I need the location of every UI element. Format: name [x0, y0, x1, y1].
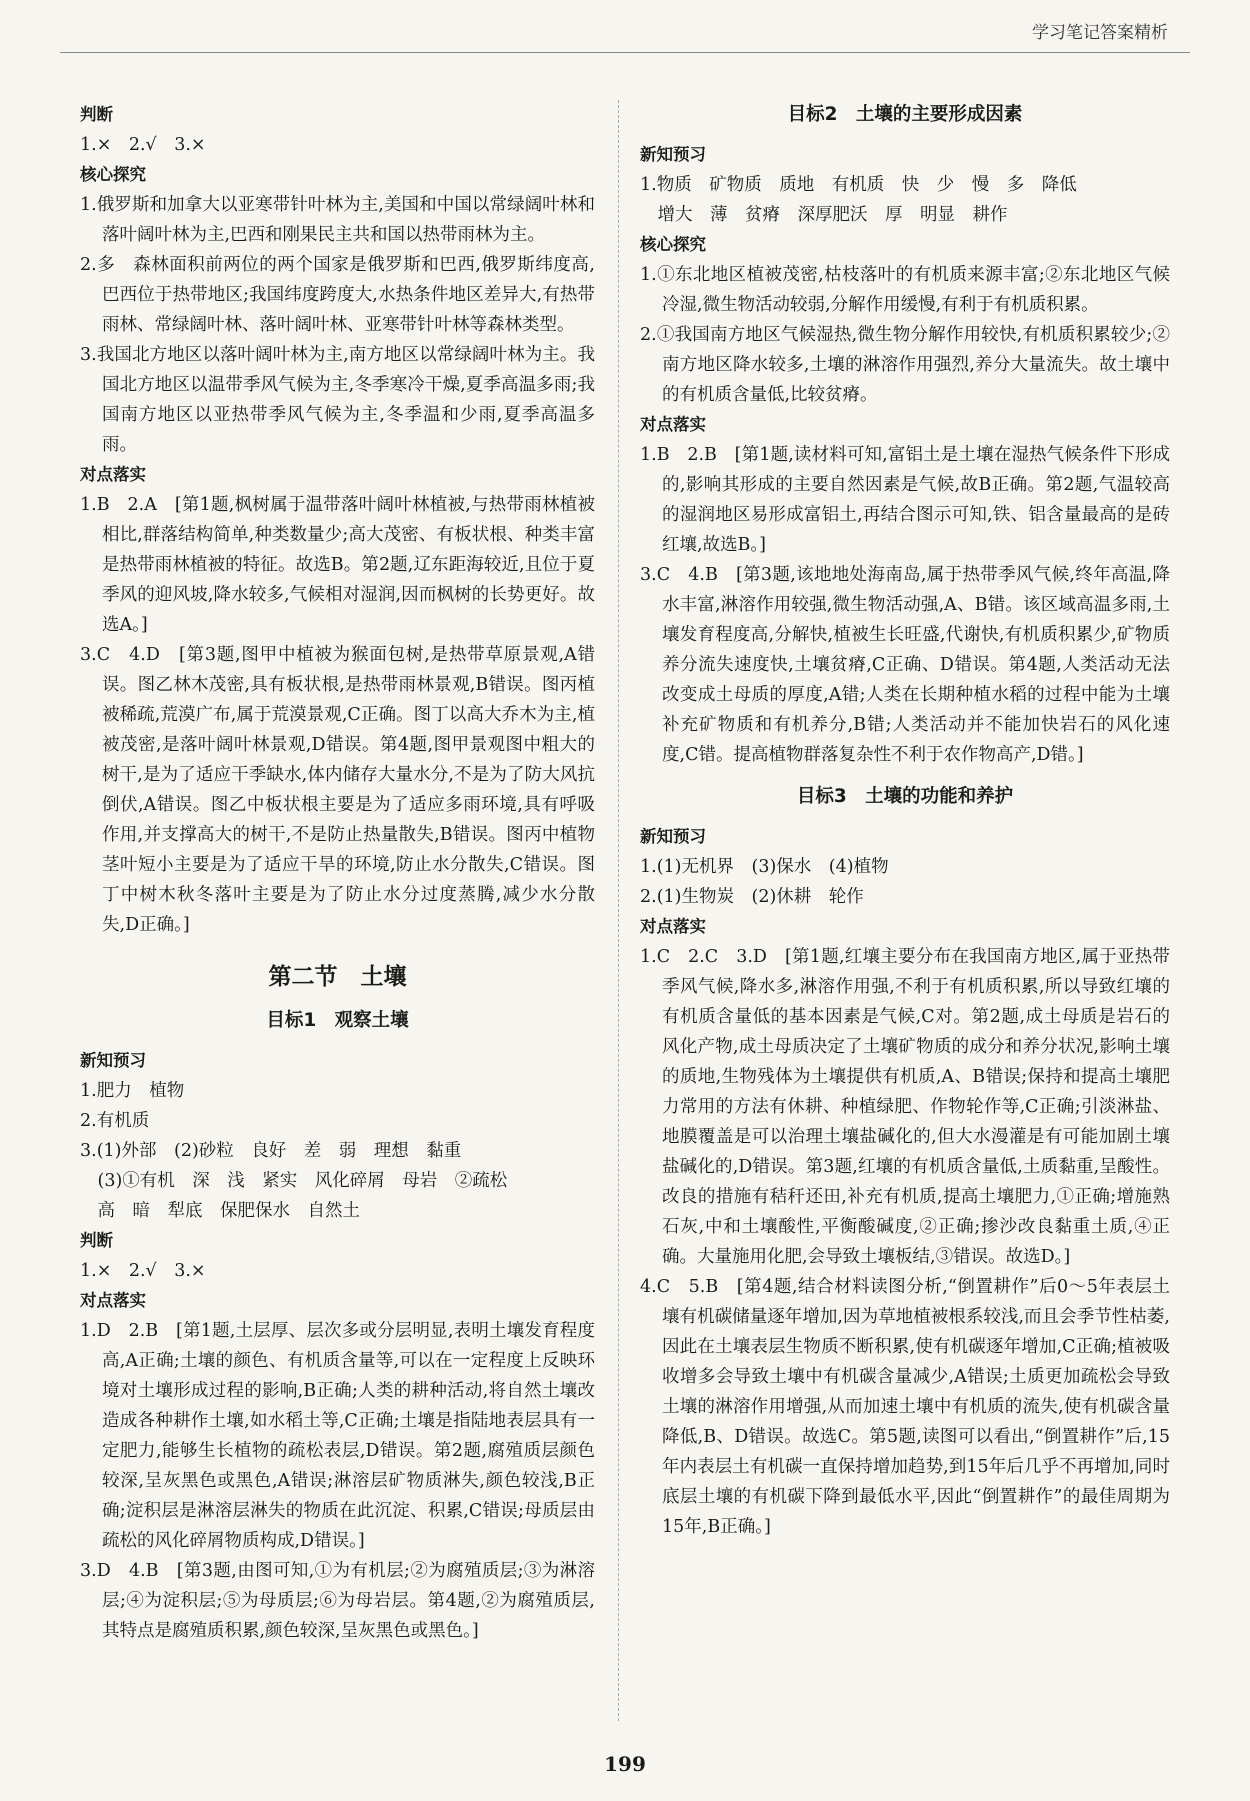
answer-item: 2.①我国南方地区气候湿热,微生物分解作用较快,有机质积累较少;②南方地区降水较多,土壤的淋溶作用强烈,养分大量流失。故土壤中的有机质含量低,比较贫瘠。 — [640, 325, 1170, 405]
answer-item: 1.B 2.B [第1题,读材料可知,富铝土是土壤在湿热气候条件下形成的,影响其形成的主要自然因素是气候,故B正确。第2题,气温较高的湿润地区易形成富铝土,再结合图示可知,铁、铝含量最高的是砖红壤,故选B。] — [640, 445, 1170, 555]
running-header: 学习笔记答案精析 — [1032, 23, 1168, 43]
answer-item: 2.多 森林面积前两位的两个国家是俄罗斯和巴西,俄罗斯纬度高,巴西位于热带地区;我国纬度跨度大,水热条件地区差异大,有热带雨林、常绿阔叶林、落叶阔叶林、亚寒带针叶林等森林类型。 — [80, 255, 595, 335]
preview-line: 增大 薄 贫瘠 深厚肥沃 厚 明显 耕作 — [640, 205, 1008, 225]
practice-heading: 对点落实 — [80, 465, 146, 484]
header-rule — [60, 52, 1190, 53]
preview-line: 1.肥力 植物 — [80, 1081, 185, 1101]
answer-item: 3.C 4.B [第3题,该地地处海南岛,属于热带季风气候,终年高温,降水丰富,淋溶作用较强,微生物活动强,A、B错。该区域高温多雨,土壤发育程度高,分解快,植被生长旺盛,代谢快,有机质积累少,矿物质养分流失速度快,土壤贫瘠,C正确、D错误。第4题,人类活动无法改变成土母质的厚度,A错;人类在长期种植水稻的过程中能为土壤补充矿物质和有机养分,B错;人类活动并不能加快岩石的风化速度,C错。提高植物群落复杂性不利于农作物高产,D错。] — [640, 565, 1170, 765]
practice-heading: 对点落实 — [80, 1291, 146, 1310]
answer-item: 1.俄罗斯和加拿大以亚寒带针叶林为主,美国和中国以常绿阔叶林和落叶阔叶林为主,巴西和刚果民主共和国以热带雨林为主。 — [80, 195, 595, 245]
practice-heading: 对点落实 — [640, 917, 706, 936]
section-title: 第二节 土壤 — [268, 964, 407, 990]
answer-item: 1.B 2.A [第1题,枫树属于温带落叶阔叶林植被,与热带雨林植被相比,群落结构简单,种类数量少;高大茂密、有板状根、种类丰富是热带雨林植被的特征。故选B。第2题,辽东距海较近,且位于夏季风的迎风坡,降水较多,气候相对湿润,因而枫树的长势更好。故选A。] — [80, 495, 595, 635]
target-title: 目标1 观察土壤 — [266, 1010, 409, 1031]
answer-item: 4.C 5.B [第4题,结合材料读图分析,“倒置耕作”后0～5年表层土壤有机碳储量逐年增加,因为草地植被根系较浅,而且会季节性枯萎,因此在土壤表层生物质不断积累,使有机碳逐年增加,C正确;植被吸收增多会导致土壤中有机碳含量减少,A错误;土质更加疏松会导致土壤的淋溶作用增强,从而加速土壤中有机质的流失,使有机碳含量降低,B、D错误。故选C。第5题,读图可以看出,“倒置耕作”后,15年内表层土有机碳一直保持增加趋势,到15年后几乎不再增加,同时底层土壤的有机碳下降到最低水平,因此“倒置耕作”的最佳周期为15年,B正确。] — [640, 1277, 1170, 1537]
judge-heading: 判断 — [80, 1231, 113, 1250]
core-inquiry-heading: 核心探究 — [80, 165, 146, 184]
answer-item: 1.C 2.C 3.D [第1题,红壤主要分布在我国南方地区,属于亚热带季风气候,降水多,淋溶作用强,不利于有机质积累,所以导致红壤的有机质含量低的基本因素是气候,C对。第2题,成土母质是岩石的风化产物,成土母质决定了土壤矿物质的成分和养分状况,影响土壤的质地,生物残体为土壤提供有机质,A、B错误;保持和提高土壤肥力常用的方法有休耕、种植绿肥、作物轮作等,C正确;引淡淋盐、地膜覆盖是可以治理土壤盐碱化的,但大水漫灌是有可能加剧土壤盐碱化的,D错误。第3题,红壤的有机质含量低,土质黏重,呈酸性。改良的措施有秸秆还田,补充有机质,提高土壤肥力,①正确;增施熟石灰,中和土壤酸性,平衡酸碱度,②正确;掺沙改良黏重土质,④正确。大量施用化肥,会导致土壤板结,③错误。故选D。] — [640, 947, 1170, 1267]
judge-answers: 1.× 2.√ 3.× — [80, 1261, 206, 1281]
preview-line: 3.(1)外部 (2)砂粒 良好 差 弱 理想 黏重 — [80, 1141, 462, 1161]
answer-item: 1.D 2.B [第1题,土层厚、层次多或分层明显,表明土壤发育程度高,A正确;土壤的颜色、有机质含量等,可以在一定程度上反映环境对土壤形成过程的影响,B正确;人类的耕种活动,将自然土壤改造成各种耕作土壤,如水稻土等,C正确;土壤是指陆地表层具有一定肥力,能够生长植物的疏松表层,D错误。第2题,腐殖质层颜色较深,呈灰黑色或黑色,A错误;淋溶层矿物质淋失,颜色较浅,B正确;淀积层是淋溶层淋失的物质在此沉淀、积累,C错误;母质层由疏松的风化碎屑物质构成,D错误。] — [80, 1321, 595, 1551]
answer-item: 3.C 4.D [第3题,图甲中植被为猴面包树,是热带草原景观,A错误。图乙林木茂密,具有板状根,是热带雨林景观,B错误。图丙植被稀疏,荒漠广布,属于荒漠景观,C正确。图丁以高大乔木为主,植被茂密,是落叶阔叶林景观,D错误。第4题,图甲景观图中粗大的树干,是为了适应干季缺水,体内储存大量水分,不是为了防大风抗倒伏,A错误。图乙中板状根主要是为了适应多雨环境,具有呼吸作用,并支撑高大的树干,不是防止热量散失,B错误。图丙中植物茎叶短小主要是为了适应干旱的环境,防止水分散失,C错误。图丁中树木秋冬落叶主要是为了防止水分过度蒸腾,减少水分散失,D正确。] — [80, 645, 595, 935]
preview-heading: 新知预习 — [640, 145, 706, 164]
practice-heading: 对点落实 — [640, 415, 706, 434]
left-column — [80, 100, 595, 1741]
answer-item: 3.我国北方地区以落叶阔叶林为主,南方地区以常绿阔叶林为主。我国北方地区以温带季风气候为主,冬季寒冷干燥,夏季高温多雨;我国南方地区以亚热带季风气候为主,冬季温和少雨,夏季高温多雨。 — [80, 345, 595, 455]
answer-item: 3.D 4.B [第3题,由图可知,①为有机层;②为腐殖质层;③为淋溶层;④为淀积层;⑤为母质层;⑥为母岩层。第4题,②为腐殖质层,其特点是腐殖质积累,颜色较深,呈灰黑色或黑色。] — [80, 1561, 595, 1641]
judge-heading: 判断 — [80, 105, 113, 124]
preview-heading: 新知预习 — [640, 827, 706, 846]
preview-heading: 新知预习 — [80, 1051, 146, 1070]
preview-line: 高 暗 犁底 保肥保水 自然土 — [80, 1201, 360, 1221]
core-inquiry-heading: 核心探究 — [640, 235, 706, 254]
page-number: 199 — [604, 1752, 646, 1776]
preview-line: 1.(1)无机界 (3)保水 (4)植物 — [640, 857, 889, 877]
judge-answers: 1.× 2.√ 3.× — [80, 135, 206, 155]
answer-item: 1.①东北地区植被茂密,枯枝落叶的有机质来源丰富;②东北地区气候冷湿,微生物活动较弱,分解作用缓慢,有利于有机质积累。 — [640, 265, 1170, 315]
preview-line: (3)①有机 深 浅 紧实 风化碎屑 母岩 ②疏松 — [80, 1171, 508, 1191]
target-title: 目标2 土壤的主要形成因素 — [787, 104, 1023, 125]
right-column — [640, 100, 1170, 1741]
column-divider — [618, 100, 619, 1721]
preview-line: 2.有机质 — [80, 1111, 150, 1131]
preview-line: 2.(1)生物炭 (2)休耕 轮作 — [640, 887, 864, 907]
target-title: 目标3 土壤的功能和养护 — [796, 786, 1014, 807]
preview-line: 1.物质 矿物质 质地 有机质 快 少 慢 多 降低 — [640, 175, 1077, 195]
